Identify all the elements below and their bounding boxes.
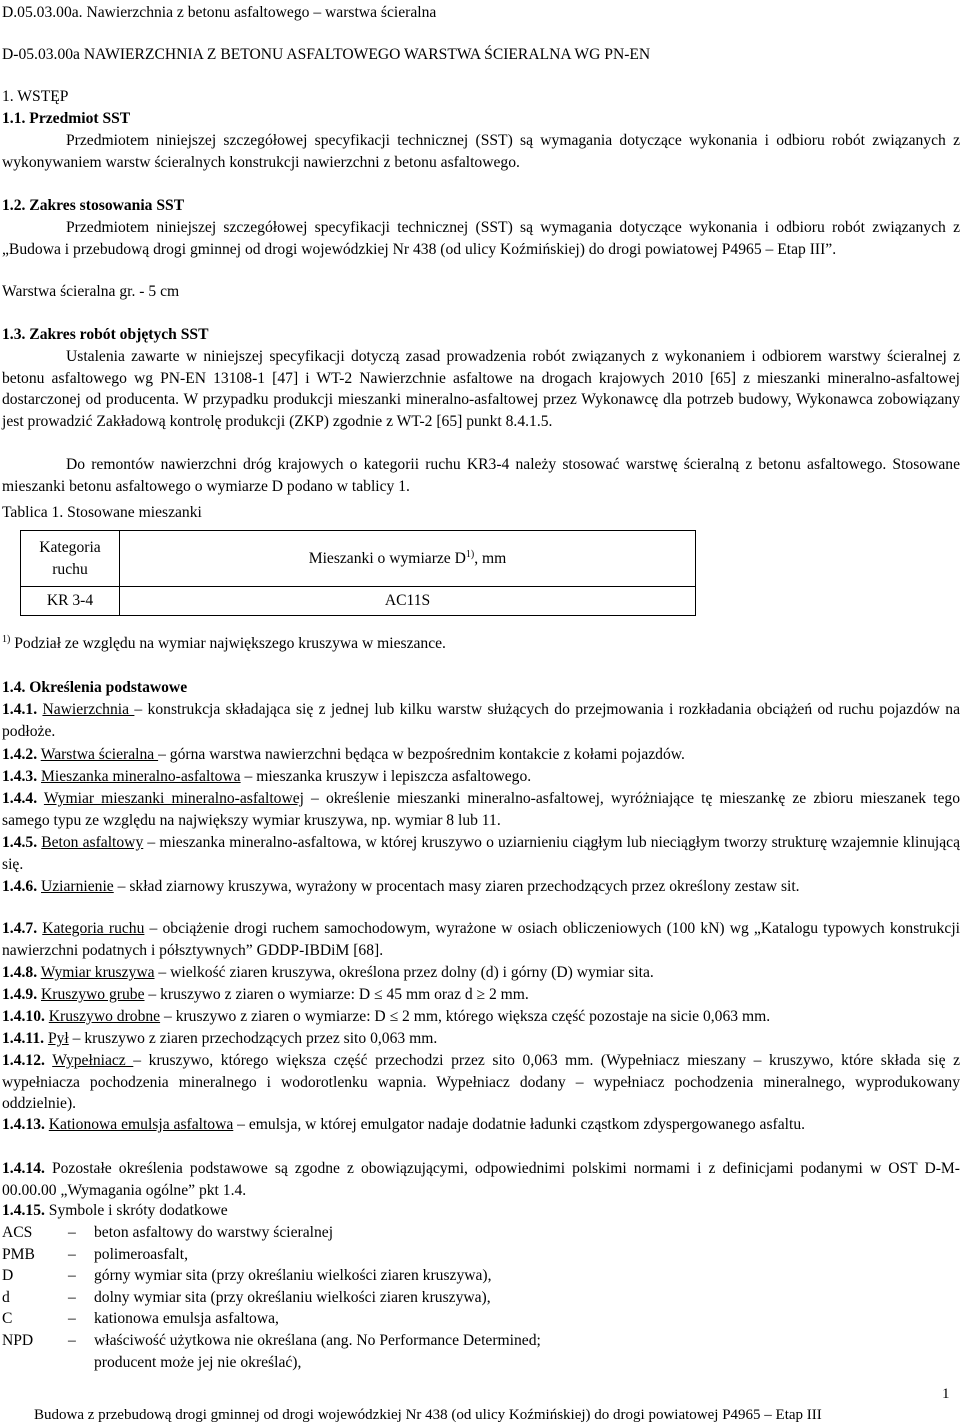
section-1-2-text2: Warstwa ścieralna gr. - 5 cm — [2, 283, 180, 300]
definition-number: 1.4.3. — [2, 768, 38, 785]
symbol-dash: – — [68, 1310, 76, 1328]
section-1-2-body: Przedmiotem niniejszej szczegółowej specyfikacji technicznej (SST) są wymagania dotyczące wykonania i odbioru robót związanych z „Budowa i przebudową drogi gminnej od drogi wojewódzkiej Nr 438 (od ulicy Koźmińskiej) do drogi powiatowej P4965 – Etap III”. — [2, 219, 960, 258]
definition-term: Warstwa ścieralna — [40, 746, 159, 763]
definition-number: 1.4.9. — [2, 986, 38, 1003]
symbol-dash: – — [68, 1288, 76, 1306]
symbol-row — [2, 1244, 942, 1266]
symbol-continuation — [2, 1352, 942, 1374]
footnote-text: Podział ze względu na wymiar największego kruszywa w mieszance. — [14, 635, 446, 652]
symbol-key: D — [2, 1267, 14, 1285]
symbol-dash: – — [68, 1267, 76, 1285]
symbol-row — [2, 1287, 942, 1309]
symbol-value: beton asfaltowy do warstwy ścieralnej — [94, 1224, 334, 1241]
definition-term: Nawierzchnia — [42, 701, 135, 718]
table-header-sup: 1) — [465, 548, 475, 560]
symbol-value: polimeroasfalt, — [94, 1245, 188, 1263]
mixtures-table — [20, 530, 696, 616]
definition-item — [2, 1028, 960, 1050]
definition-item — [2, 1114, 960, 1136]
definition-number: 1.4.2. — [2, 746, 38, 763]
definition-item — [2, 918, 960, 961]
definition-item — [2, 744, 960, 766]
section-1-heading: 1. WSTĘP — [2, 88, 69, 105]
table-cell-mixture: AC11S — [120, 587, 696, 616]
symbol-value: dolny wymiar sita (przy określaniu wielkości ziaren kruszywa), — [94, 1288, 491, 1306]
symbol-dash: – — [68, 1245, 76, 1263]
definition-number: 1.4.14. — [2, 1160, 45, 1177]
definition-term: Kruszywo drobne — [48, 1008, 161, 1025]
table-caption: Tablica 1. Stosowane mieszanki — [2, 504, 202, 521]
section-1-2-title: 1.2. Zakres stosowania SST — [2, 197, 185, 214]
definition-text: – kruszywo, którego większa część przechodzi przez sito 0,063 mm. (Wypełniacz mieszany – kruszywo, które składa się z wypełniacza pochodzenia mineralnego i wodorotlenku wapnia. Wypełniacz dodany – wypełniacz pochodzenia mineralnego, wyprodukowany oddzielnie). — [2, 1052, 960, 1113]
definition-text: – skład ziarnowy kruszywa, wyrażony w procentach masy ziaren przechodzących przez określony zestaw sit. — [113, 878, 800, 895]
definition-number: 1.4.5. — [2, 834, 38, 851]
section-1-1-body: Przedmiotem niniejszej szczegółowej specyfikacji technicznej (SST) są wymagania dotyczące wykonania i odbioru robót związanych z wykonywaniem warstw ścieralnych konstrukcji nawierzchni z betonu asfaltowego. — [2, 132, 960, 171]
symbol-continuation-text: producent może jej nie określać), — [94, 1353, 302, 1371]
section-1-4-heading — [2, 677, 960, 699]
symbol-key: C — [2, 1310, 13, 1328]
definition-item — [2, 766, 960, 788]
definition-term: Wymiar mieszanki mineralno-asfaltowej — [43, 790, 304, 807]
table-header-unit: , mm — [474, 549, 507, 567]
definition-term: Mieszanka mineralno-asfaltowa — [41, 768, 241, 785]
symbol-row — [2, 1330, 942, 1352]
definition-term: Kruszywo grube — [41, 986, 145, 1003]
symbol-key: PMB — [2, 1245, 35, 1263]
definition-item — [2, 1158, 960, 1201]
definition-term: Wypełniacz — [52, 1052, 134, 1069]
table-header-mixtures-text: Mieszanki o wymiarze D — [308, 549, 466, 567]
page-number: 1 — [942, 1386, 950, 1402]
definition-item — [2, 832, 960, 875]
table-footnote — [2, 633, 960, 655]
section-1-3-text — [2, 346, 960, 432]
symbol-row — [2, 1265, 942, 1287]
definition-item — [2, 962, 960, 984]
definition-term: Pył — [47, 1030, 69, 1047]
section-1-3-heading — [2, 324, 960, 346]
definition-number: 1.4.8. — [2, 964, 38, 981]
definition-text: – konstrukcja składająca się z jednej lub kilku warstw służących do przejmowania i rozkładania obciążeń od ruchu pojazdów na podłoże. — [2, 701, 960, 740]
definition-term: Uziarnienie — [41, 878, 114, 895]
symbol-row — [2, 1222, 942, 1244]
definition-text: Pozostałe określenia podstawowe są zgodne z obowiązującymi, odpowiednimi polskimi normami i z definicjami podanymi w OST D-M-00.00.00 „Wymagania ogólne” pkt 1.4. — [2, 1160, 960, 1199]
table-header-category — [21, 531, 120, 587]
section-1-2-heading — [2, 195, 960, 217]
definition-number: 1.4.1. — [2, 701, 38, 718]
definition-text: – kruszywo z ziaren przechodzących przez sito 0,063 mm. — [68, 1030, 438, 1047]
definition-number: 1.4.4. — [2, 790, 38, 807]
table-cell-category: KR 3-4 — [21, 587, 120, 616]
definition-number: 1.4.6. — [2, 878, 38, 895]
definition-term: Wymiar kruszywa — [40, 964, 155, 981]
definition-text: – kruszywo z ziaren o wymiarze: D ≤ 2 mm, którego większa część pozostaje na sicie 0,063 mm. — [160, 1008, 771, 1025]
section-1-1-heading — [2, 108, 960, 130]
symbol-dash: – — [68, 1224, 76, 1241]
definition-item — [2, 788, 960, 831]
definition-text: Symbole i skróty dodatkowe — [48, 1202, 228, 1219]
document-title: D-05.03.00a NAWIERZCHNIA Z BETONU ASFALTOWEGO WARSTWA ŚCIERALNA WG PN-EN — [2, 46, 651, 63]
symbol-key: d — [2, 1288, 10, 1306]
table-header-category-text: Kategoria ruchu — [39, 538, 101, 578]
section-1-3-title: 1.3. Zakres robót objętych SST — [2, 326, 209, 343]
symbol-key: NPD — [2, 1331, 34, 1349]
definition-number: 1.4.10. — [2, 1008, 45, 1025]
symbol-dash: – — [68, 1331, 76, 1349]
definition-number: 1.4.12. — [2, 1052, 45, 1069]
symbol-value: kationowa emulsja asfaltowa, — [94, 1310, 279, 1328]
definition-text: – wielkość ziaren kruszywa, określona przez dolny (d) i górny (D) wymiar sita. — [154, 964, 654, 981]
definition-text: – kruszywo z ziaren o wymiarze: D ≤ 45 mm oraz d ≥ 2 mm. — [144, 986, 529, 1003]
symbol-value: górny wymiar sita (przy określaniu wielkości ziaren kruszywa), — [94, 1267, 492, 1285]
section-1-4-title: 1.4. Określenia podstawowe — [2, 679, 188, 696]
symbol-row — [2, 1308, 942, 1330]
definition-text: – obciążenie drogi ruchem samochodowym, wyrażone w osiach obliczeniowych (100 kN) wg „Katalogu typowych konstrukcji nawierzchni podatnych i półsztywnych” GDDP-IBDiM [68]. — [2, 920, 960, 959]
definition-text: – mieszanka mineralno-asfaltowa, w której kruszywo o uziarnieniu ciągłym lub nieciągłym tworzy strukturę wzajemnie klinującą się. — [2, 834, 960, 873]
definition-text: – emulsja, w której emulgator nadaje dodatnie ładunki cząstkom zdyspergowanego asfaltu. — [233, 1116, 806, 1133]
definition-term: Kationowa emulsja asfaltowa — [48, 1116, 234, 1133]
definition-term: Beton asfaltowy — [41, 834, 144, 851]
definition-number: 1.4.13. — [2, 1116, 45, 1133]
section-1-2-text — [2, 217, 960, 260]
section-1-1-title: 1.1. Przedmiot SST — [2, 110, 131, 127]
running-header: D.05.03.00a. Nawierzchnia z betonu asfaltowego – warstwa ścieralna — [2, 4, 437, 21]
definition-text: – górna warstwa nawierzchni będąca w bezpośrednim kontakcie z kołami pojazdów. — [158, 746, 685, 763]
definition-item — [2, 1050, 960, 1115]
definition-text: – mieszanka kruszyw i lepiszcza asfaltowego. — [240, 768, 532, 785]
footnote-marker: 1) — [2, 633, 11, 645]
definition-number: 1.4.15. — [2, 1202, 45, 1219]
definition-number: 1.4.7. — [2, 920, 38, 937]
definition-item — [2, 1006, 960, 1028]
definition-item — [2, 876, 960, 898]
symbol-value: właściwość użytkowa nie określana (ang. No Performance Determined; — [94, 1331, 541, 1349]
section-1-3-body2: Do remontów nawierzchni dróg krajowych o kategorii ruchu KR3-4 należy stosować warstwę ścieralną z betonu asfaltowego. Stosowane mieszanki betonu asfaltowego o wymiarze D podano w tablicy 1. — [2, 456, 960, 495]
section-1-1-text — [2, 130, 960, 173]
definition-item — [2, 699, 960, 742]
section-1-3-text2 — [2, 454, 960, 497]
table-header-mixtures — [120, 531, 696, 587]
definition-number: 1.4.11. — [2, 1030, 45, 1047]
definition-term: Kategoria ruchu — [42, 920, 145, 937]
symbol-key: ACS — [2, 1224, 33, 1241]
definition-item — [2, 984, 960, 1006]
symbols-list — [2, 1222, 942, 1373]
definition-item — [2, 1200, 960, 1222]
definition-text: – określenie mieszanki mineralno-asfaltowej, wyróżniające tę mieszankę ze zbioru mieszanek tego samego typu ze względu na największy wymiar kruszywa, np. wymiar 8 lub 11. — [2, 790, 960, 829]
running-footer: Budowa z przebudową drogi gminnej od drogi wojewódzkiej Nr 438 (od ulicy Koźmińskiej) do drogi powiatowej P4965 – Etap III — [34, 1407, 822, 1423]
section-1-3-body: Ustalenia zawarte w niniejszej specyfikacji dotyczą zasad prowadzenia robót związanych z wykonaniem i odbiorem warstwy ścieralnej z betonu asfaltowego wg PN-EN 13108-1 [47] i WT-2 Nawierzchnie asfaltowe na drogach krajowych 2010 [65] z mieszanki mineralno-asfaltowej dostarczonej od producenta. W przypadku produkcji mieszanki mineralno-asfaltowej przez Wykonawcę dla potrzeb budowy, Wykonawca zobowiązany jest prowadzić Zakładową kontrolę produkcji (ZKP) zgodnie z WT-2 [65] punkt 8.4.1.5. — [2, 348, 960, 430]
